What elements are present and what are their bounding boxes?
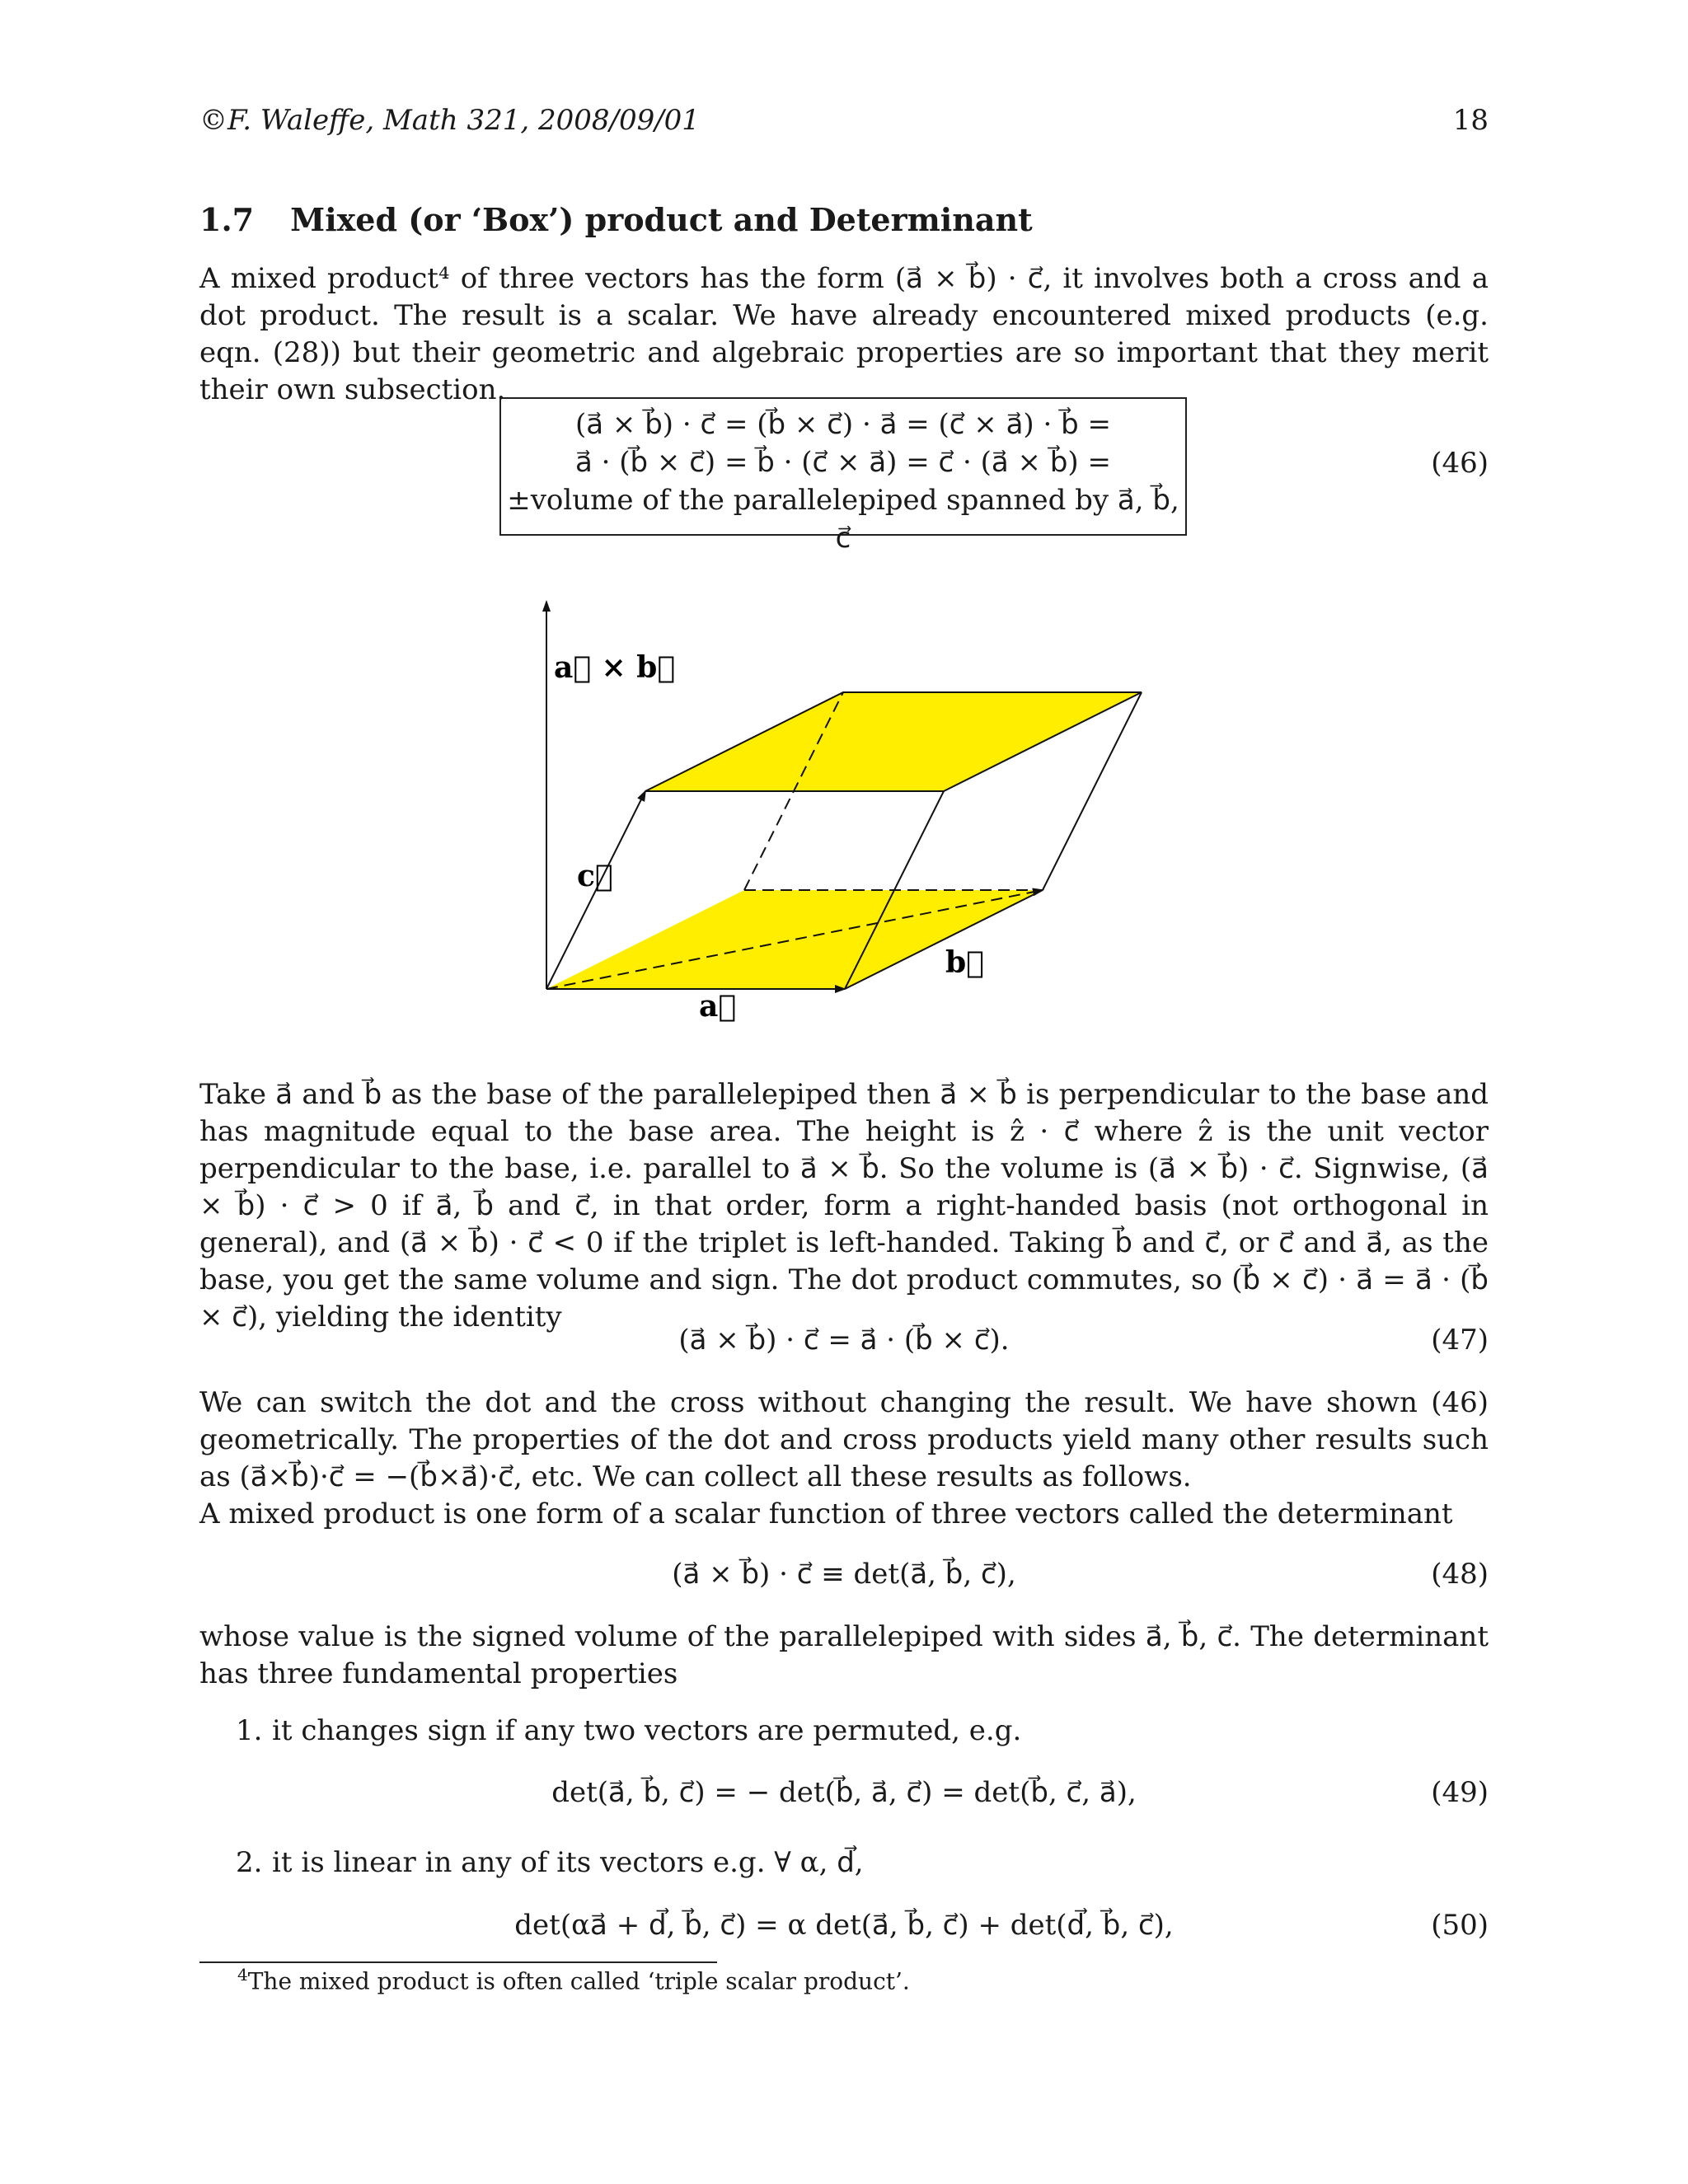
paragraph-3 [199, 1385, 1489, 1496]
footnote [237, 1965, 910, 1994]
list-item-1 [236, 1714, 1472, 1747]
label-axb: a⃗ × b⃗ [554, 650, 675, 685]
list-item-1-text: it changes sign if any two vectors are permuted, e.g. [272, 1714, 1022, 1747]
paragraph-2 [199, 1076, 1489, 1336]
footnote-text: The mixed product is often called ‘triple scalar product’. [247, 1967, 910, 1995]
equation-49: det(a⃗, b⃗, c⃗) = − det(b⃗, a⃗, c⃗) = det(b⃗, c⃗, a⃗), [551, 1776, 1137, 1809]
eq46-line2: a⃗ · (b⃗ × c⃗) = b⃗ · (c⃗ × a⃗) = c⃗ · (a⃗ × b⃗) = [574, 446, 1111, 479]
eq46-number: (46) [1431, 447, 1489, 480]
list-item-2-text: it is linear in any of its vectors e.g. ∀ α, d⃗, [272, 1846, 864, 1879]
paragraph-5-text: whose value is the signed volume of the parallelepiped with sides a⃗, b⃗, c⃗. The determinant has three fundamental properties [199, 1620, 1489, 1690]
parallelepiped-figure [0, 0, 1688, 1071]
label-c: c⃗ [577, 859, 613, 893]
paragraph-5 [199, 1619, 1489, 1693]
footnote-rule [199, 1961, 717, 1963]
paragraph-2-text: Take a⃗ and b⃗ as the base of the parallelepiped then a⃗ × b⃗ is perpendicular to the base and has magnitude equal to the base area. The height is ẑ · c⃗ where ẑ is the unit vector perpendicular to the base, i.e. parallel to a⃗ × b⃗. So the volume is (a⃗ × b⃗) · c⃗. Signwise, (a⃗ × b⃗) · c⃗ > 0 if a⃗, b⃗ and c⃗, in that order, form a right-handed basis (not orthogonal in general), and (a⃗ × b⃗) · c⃗ < 0 if the triplet is left-handed. Taking b⃗ and c⃗, or c⃗ and a⃗, as the base, you get the same volume and sign. The dot product commutes, so (b⃗ × c⃗) · a⃗ = a⃗ · (b⃗ × c⃗), yielding the identity [199, 1078, 1489, 1333]
paragraph-4 [199, 1496, 1489, 1533]
page-number: 18 [1452, 104, 1489, 137]
intro-text: A mixed product⁴ of three vectors has the form (a⃗ × b⃗) · c⃗, it involves both a cross and a dot product. The result is a scalar. We have already encountered mixed products (e.g. eqn. (28)) but their geometric and algebraic properties are so important that they merit their own subsection. [199, 262, 1489, 406]
label-b: b⃗ [945, 945, 984, 980]
header-citation: ©F. Waleffe, Math 321, 2008/09/01 [199, 104, 700, 137]
section-number: 1.7 [199, 201, 255, 238]
equation-48: (a⃗ × b⃗) · c⃗ ≡ det(a⃗, b⃗, c⃗), [672, 1558, 1016, 1591]
equation-47: (a⃗ × b⃗) · c⃗ = a⃗ · (b⃗ × c⃗). [678, 1324, 1010, 1357]
equation-50: det(αa⃗ + d⃗, b⃗, c⃗) = α det(a⃗, b⃗, c⃗) + det(d⃗, b⃗, c⃗), [514, 1909, 1174, 1942]
eq49-number: (49) [1431, 1776, 1489, 1809]
eq47-number: (47) [1431, 1324, 1489, 1357]
list-item-1-number: 1. [236, 1714, 263, 1747]
eq46-line1: (a⃗ × b⃗) · c⃗ = (b⃗ × c⃗) · a⃗ = (c⃗ × a⃗) · b⃗ = [574, 408, 1111, 441]
eq48-number: (48) [1431, 1558, 1489, 1591]
paragraph-4-text: A mixed product is one form of a scalar function of three vectors called the determinant [199, 1497, 1453, 1530]
eq50-number: (50) [1431, 1909, 1489, 1942]
paragraph-3-text: We can switch the dot and the cross without changing the result. We have shown (46) geometrically. The properties of the dot and cross products yield many other results such as (a⃗×b⃗)·c⃗ = −(b⃗×a⃗)·c⃗, etc. We can collect all these results as follows. [199, 1386, 1489, 1493]
top-face [645, 692, 1142, 791]
section-title: Mixed (or ‘Box’) product and Determinant [290, 201, 1033, 238]
list-item-2-number: 2. [236, 1846, 263, 1879]
list-item-2 [236, 1846, 1472, 1879]
eq46-line3: ±volume of the parallelepiped spanned by a⃗, b⃗, c⃗ [507, 484, 1179, 555]
label-a: a⃗ [699, 989, 736, 1024]
footnote-mark: 4 [237, 1965, 248, 1985]
